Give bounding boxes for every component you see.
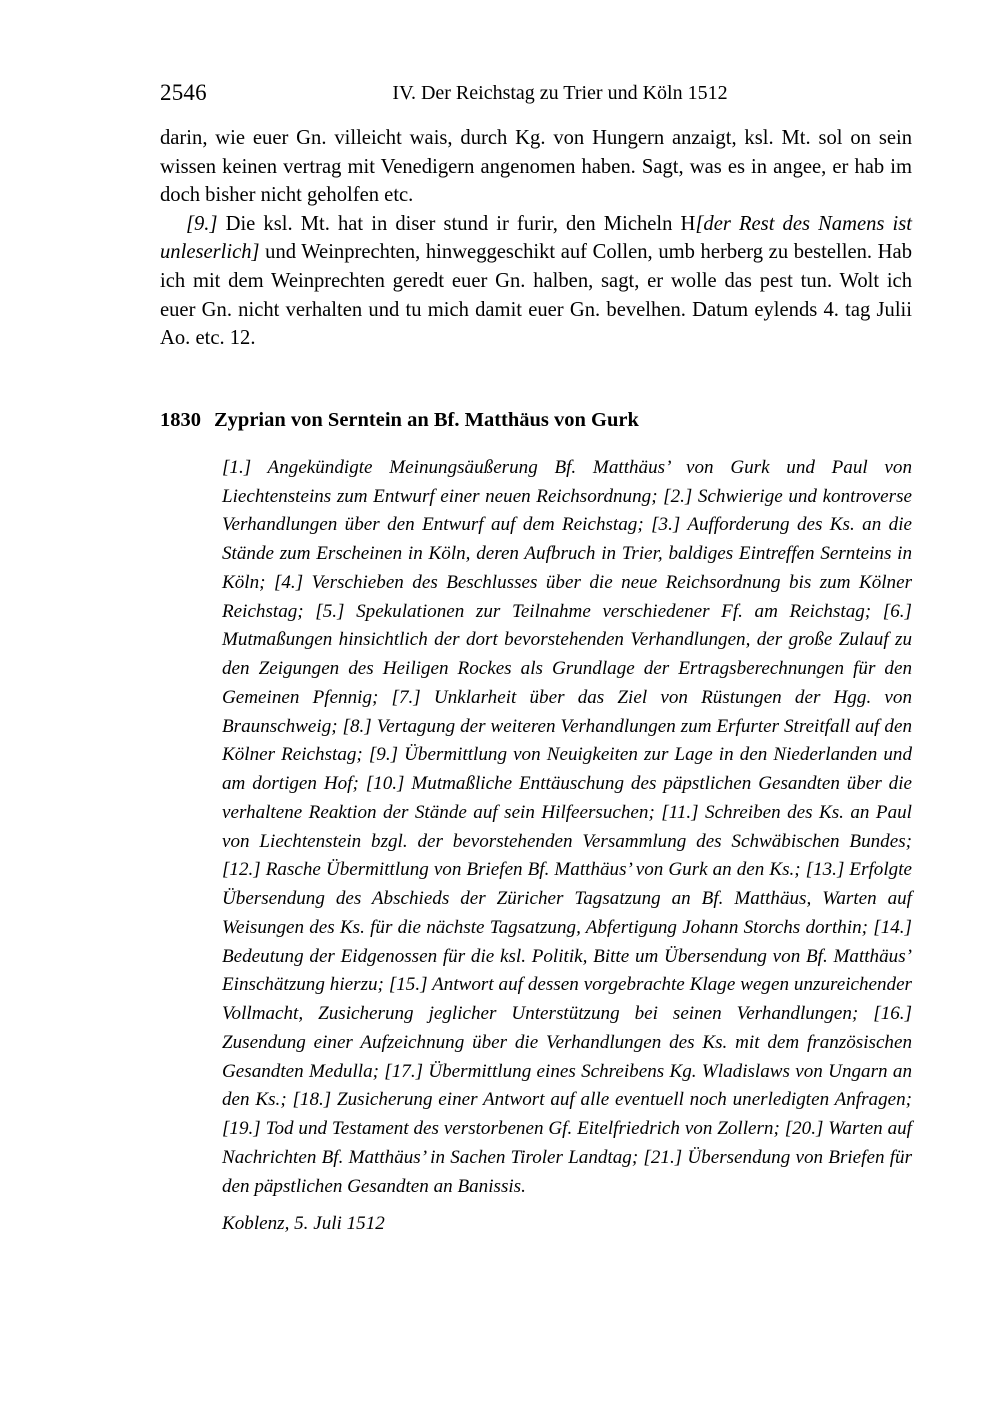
paragraph-9-text-part1: Die ksl. Mt. hat in diser stund ir furir, den Micheln H [217,212,696,235]
entry-regest: [1.] Angekündigte Meinungsäußerung Bf. Matthäus’ von Gurk und Paul von Liechtensteins zum Entwurf einer neuen Reichsordnung; [2.] Schwierige und kontroverse Verhandlungen über den Entwurf auf dem Reichstag; [3.] Aufforderung des Ks. an die Stände zum Erscheinen in Köln, deren Aufbruch in Trier, baldiges Eintreffen Sernteins in Köln; [4.] Verschieben des Beschlusses über die neue Reichsordnung bis zum Kölner Reichstag; [5.] Spekulationen zur Teilnahme verschiedener Ff. am Reichstag; [6.] Mutmaßungen hinsichtlich der dort bevorstehenden Verhandlungen, der große Zulauf zu den Zeigungen des Heiligen Rockes als Grundlage der Ertragsberechnungen für den Gemeinen Pfennig; [7.] Unklarheit über das Ziel von Rüstungen der Hgg. von Braunschweig; [8.] Vertagung der weiteren Verhandlungen zum Erfurter Streitfall auf den Kölner Reichstag; [9.] Übermittlung von Neuigkeiten zur Lage in den Niederlanden und am dortigen Hof; [10.] Mutmaßliche Enttäuschung des päpstlichen Gesandten über die verhaltene Reaktion der Stände auf sein Hilfeersuchen; [11.] Schreiben des Ks. an Paul von Liechtenstein bzgl. der bevorstehenden Versammlung des Schwäbischen Bundes; [12.] Rasche Übermittlung von Briefen Bf. Matthäus’ von Gurk an den Ks.; [13.] Erfolgte Übersendung des Abschieds der Züricher Tagsatzung an Bf. Matthäus, Warten auf Weisungen des Ks. für die nächste Tagsatzung, Abfertigung Johann Storchs dorthin; [14.] Bedeutung der Eidgenossen für die ksl. Politik, Bitte um Übersendung von Bf. Matthäus’ Einschätzung hierzu; [15.] Antwort auf dessen vorgebrachte Klage wegen unzureichender Vollmacht, Zusicherung jeglicher Unterstützung bei seinen Verhandlungen; [16.] Zusendung einer Aufzeichnung über die Verhandlungen des Ks. mit dem französischen Gesandten Medulla; [17.] Übermittlung eines Schreibens Kg. Wladislaws von Ungarn an den Ks.; [18.] Zusicherung einer Antwort auf alle eventuell noch unerledigten Anfragen; [19.] Tod und Testament des verstorbenen Gf. Eitelfriedrich von Zollern; [20.] Warten auf Nachrichten Bf. Matthäus’ in Sachen Tiroler Landtag; [21.] Übersendung von Briefen für den päpstlichen Gesandten an Banissis. [222,456,912,1197]
entry-dateline: Koblenz, 5. Juli 1512 [222,1213,385,1235]
editorial-note: [der Rest des Namens ist unleserlich] [160,212,912,264]
entry-title: Zyprian von Serntein an Bf. Matthäus von Gurk [214,408,639,431]
section-marker-9: [9.] [186,212,218,235]
entry-number: 1830 [160,408,201,431]
paragraph-9-text-part2: und Weinprechten, hinweggeschikt auf Collen, umb herberg zu bestellen. Hab ich mit dem Weinprechten geredt euer Gn. halben, sagt, er wolle das pest tun. Wolt ich euer Gn. nicht verhalten und tu mich damit euer Gn. bevelhen. Datum eylends 4. tag Julii Ao. etc. 12. [160,241,912,350]
text-block [160,124,912,1239]
running-head [160,78,912,108]
page-number: 2546 [160,80,207,105]
body-paragraph-continuation: darin, wie euer Gn. villeicht wais, durch Kg. von Hungern anzaigt, ksl. Mt. sol on sein wissen keinen vertrag mit Venedigern angenomen haben. Sagt, was es in angee, er hab im doch bisher nicht geholfen etc. [160,127,912,207]
running-head-title: IV. Der Reichstag zu Trier und Köln 1512 [392,82,728,104]
entry-heading [160,406,912,434]
body-paragraph-9 [160,210,912,353]
